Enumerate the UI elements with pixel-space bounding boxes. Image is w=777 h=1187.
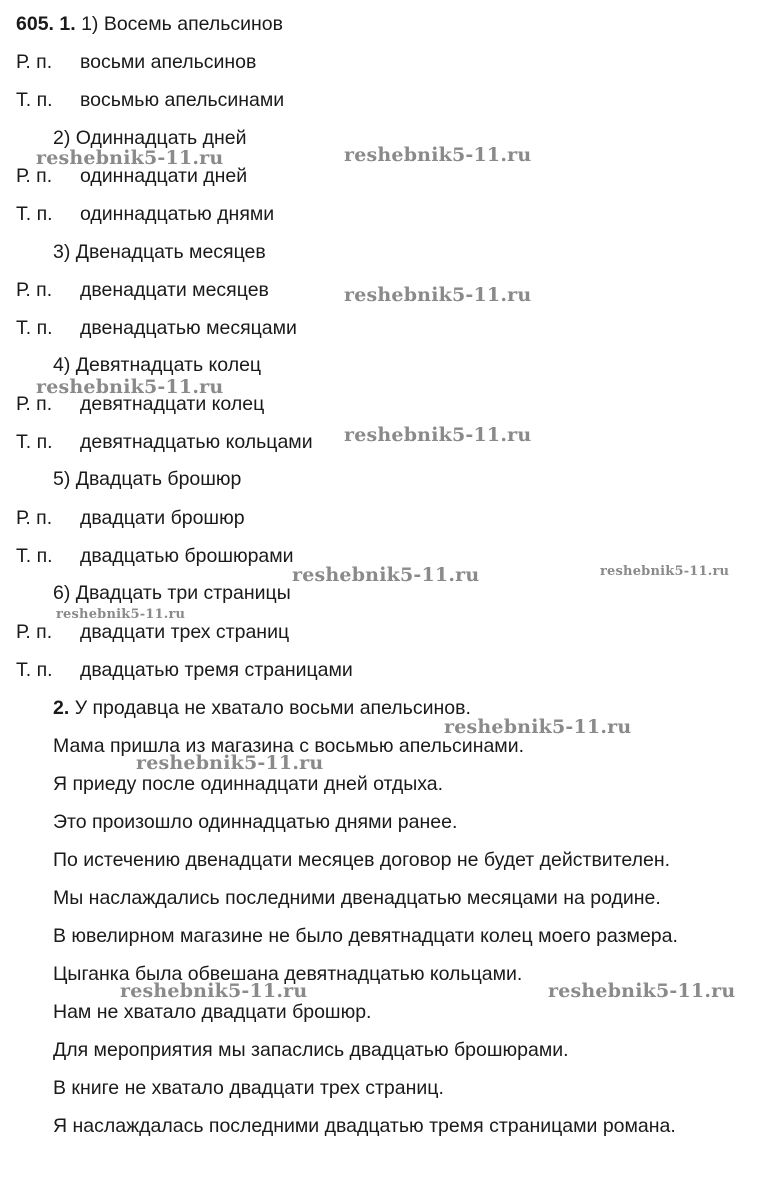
case-row	[16, 50, 256, 74]
case-form: девятнадцати колец	[80, 393, 265, 415]
case-row	[16, 544, 294, 568]
case-form: восьмью апельсинами	[80, 89, 285, 111]
case-label: Р. п.	[16, 621, 53, 643]
sentence: Я приеду после одиннадцати дней отдыха.	[53, 773, 444, 795]
case-label: Т. п.	[16, 89, 53, 111]
watermark: reshebnik5-11.ru	[292, 564, 480, 586]
case-form: двадцатью тремя страницами	[80, 659, 353, 681]
case-row	[16, 88, 284, 112]
case-row	[16, 658, 353, 682]
case-form: двадцати трех страниц	[80, 621, 290, 643]
case-label: Т. п.	[16, 431, 53, 453]
watermark: reshebnik5-11.ru	[344, 424, 532, 446]
case-label: Т. п.	[16, 545, 53, 567]
case-label: Р. п.	[16, 165, 53, 187]
case-row	[16, 202, 274, 226]
sentence	[53, 696, 471, 720]
case-form: двадцати брошюр	[80, 507, 245, 529]
case-row	[16, 430, 313, 454]
watermark: reshebnik5-11.ru	[444, 716, 632, 738]
case-row	[16, 506, 245, 530]
case-label: Т. п.	[16, 659, 53, 681]
case-form: одиннадцатью днями	[80, 203, 275, 225]
sentence-text: У продавца не хватало восьми апельсинов.	[74, 697, 471, 719]
sentence: Цыганка была обвешана девятнадцатью кольцами.	[53, 963, 523, 985]
case-form: одиннадцати дней	[80, 165, 248, 187]
sentence: По истечению двенадцати месяцев договор не будет действителен.	[53, 849, 671, 871]
case-form: двенадцатью месяцами	[80, 317, 297, 339]
item-heading: 4) Девятнадцать колец	[53, 354, 262, 376]
item-heading: 3) Двенадцать месяцев	[53, 241, 266, 263]
case-row	[16, 620, 289, 644]
watermark: reshebnik5-11.ru	[344, 284, 532, 306]
watermark: reshebnik5-11.ru	[600, 564, 730, 579]
case-form: двенадцати месяцев	[80, 279, 269, 301]
sentence: Для мероприятия мы запаслись двадцатью брошюрами.	[53, 1039, 569, 1061]
exercise-header-line	[16, 12, 283, 36]
part1-label: 1.	[59, 13, 76, 35]
sentence: Мама пришла из магазина с восьмью апельсинами.	[53, 735, 525, 757]
watermark: reshebnik5-11.ru	[344, 144, 532, 166]
case-row	[16, 278, 269, 302]
watermark: reshebnik5-11.ru	[36, 147, 224, 169]
watermark: reshebnik5-11.ru	[120, 980, 308, 1002]
sentence: В книге не хватало двадцати трех страниц.	[53, 1077, 444, 1099]
sentence: Нам не хватало двадцати брошюр.	[53, 1001, 372, 1023]
item-heading: 2) Одиннадцать дней	[53, 127, 247, 149]
case-row	[16, 316, 297, 340]
case-label: Р. п.	[16, 393, 53, 415]
item-heading: 6) Двадцать три страницы	[53, 582, 291, 604]
item-heading: 1) Восемь апельсинов	[81, 13, 284, 35]
case-label: Т. п.	[16, 317, 53, 339]
sentence: Мы наслаждались последними двенадцатью месяцами на родине.	[53, 887, 661, 909]
item-heading: 5) Двадцать брошюр	[53, 468, 242, 490]
case-form: девятнадцатью кольцами	[80, 431, 313, 453]
case-label: Р. п.	[16, 279, 53, 301]
sentence: Я наслаждалась последними двадцатью тремя страницами романа.	[53, 1115, 676, 1137]
exercise-number: 605.	[16, 13, 54, 35]
case-label: Р. п.	[16, 51, 53, 73]
case-label: Р. п.	[16, 507, 53, 529]
sentence: В ювелирном магазине не было девятнадцати колец моего размера.	[53, 925, 678, 947]
watermark: reshebnik5-11.ru	[36, 376, 224, 398]
part2-label: 2.	[53, 697, 70, 719]
watermark: reshebnik5-11.ru	[56, 607, 186, 622]
watermark: reshebnik5-11.ru	[136, 752, 324, 774]
case-label: Т. п.	[16, 203, 53, 225]
case-form: двадцатью брошюрами	[80, 545, 294, 567]
case-form: восьми апельсинов	[80, 51, 257, 73]
sentence: Это произошло одиннадцатью днями ранее.	[53, 811, 458, 833]
watermark: reshebnik5-11.ru	[548, 980, 736, 1002]
